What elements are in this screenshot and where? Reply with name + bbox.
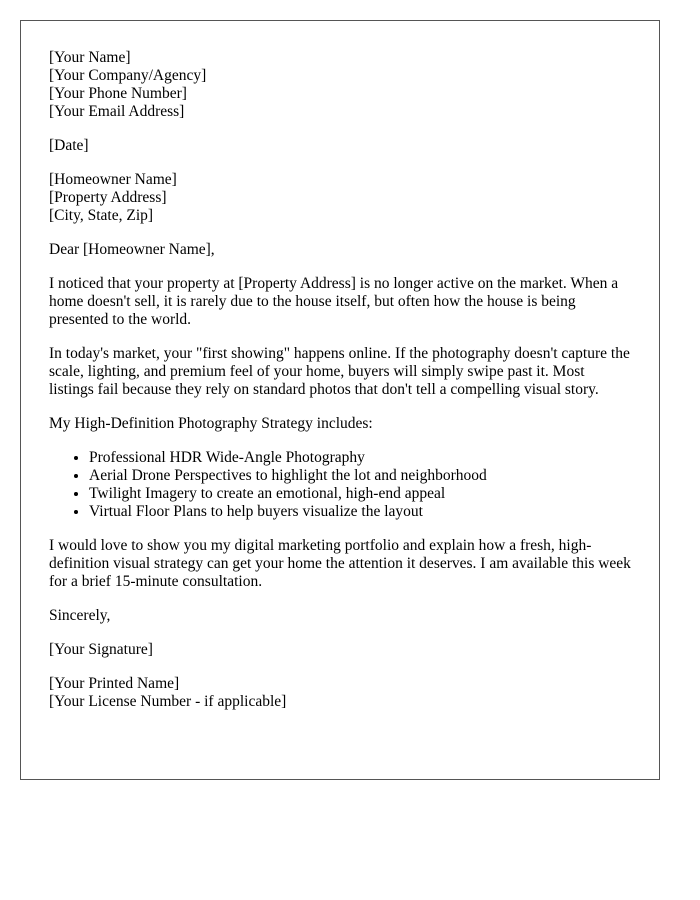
letter-page	[20, 20, 660, 780]
date-block	[49, 137, 631, 155]
recipient-block	[49, 171, 631, 225]
list-item: • Virtual Floor Plans to help buyers visualize the layout	[89, 503, 631, 521]
recipient-name: [Homeowner Name]	[49, 171, 177, 188]
recipient-address: [Property Address]	[49, 189, 167, 206]
paragraph-intro: I noticed that your property at [Property Address] is no longer active on the market. When a home doesn't sell, it is rarely due to the house itself, but often how the house is being presented to the world.	[49, 275, 619, 328]
sender-email: [Your Email Address]	[49, 103, 185, 120]
sender-company: [Your Company/Agency]	[49, 67, 207, 84]
paragraph-market: In today's market, your "first showing" happens online. If the photography doesn't capture the scale, lighting, and premium feel of your home, buyers will simply swipe past it. Most listings fail because they rely on standard photos that don't tell a compelling visual story.	[49, 345, 630, 398]
list-item: • Twilight Imagery to create an emotional, high-end appeal	[89, 485, 631, 503]
list-item: • Professional HDR Wide-Angle Photography	[89, 449, 631, 467]
sender-phone: [Your Phone Number]	[49, 85, 187, 102]
sender-name: [Your Name]	[49, 49, 131, 66]
list-item: • Aerial Drone Perspectives to highlight the lot and neighborhood	[89, 467, 631, 485]
salutation: Dear [Homeowner Name],	[49, 241, 215, 258]
paragraph-strategy-heading: My High-Definition Photography Strategy includes:	[49, 415, 373, 432]
license-number: [Your License Number - if applicable]	[49, 693, 287, 710]
closing: Sincerely,	[49, 607, 111, 624]
letter-date: [Date]	[49, 137, 89, 154]
paragraph-closing: I would love to show you my digital marketing portfolio and explain how a fresh, high-definition visual strategy can get your home the attention it deserves. I am available this week for a brief 15-minute consultation.	[49, 537, 631, 590]
strategy-list	[49, 449, 631, 521]
signoff-block	[49, 675, 631, 711]
printed-name: [Your Printed Name]	[49, 675, 180, 692]
sender-block	[49, 49, 631, 121]
signature: [Your Signature]	[49, 641, 153, 658]
recipient-city-state-zip: [City, State, Zip]	[49, 207, 154, 224]
